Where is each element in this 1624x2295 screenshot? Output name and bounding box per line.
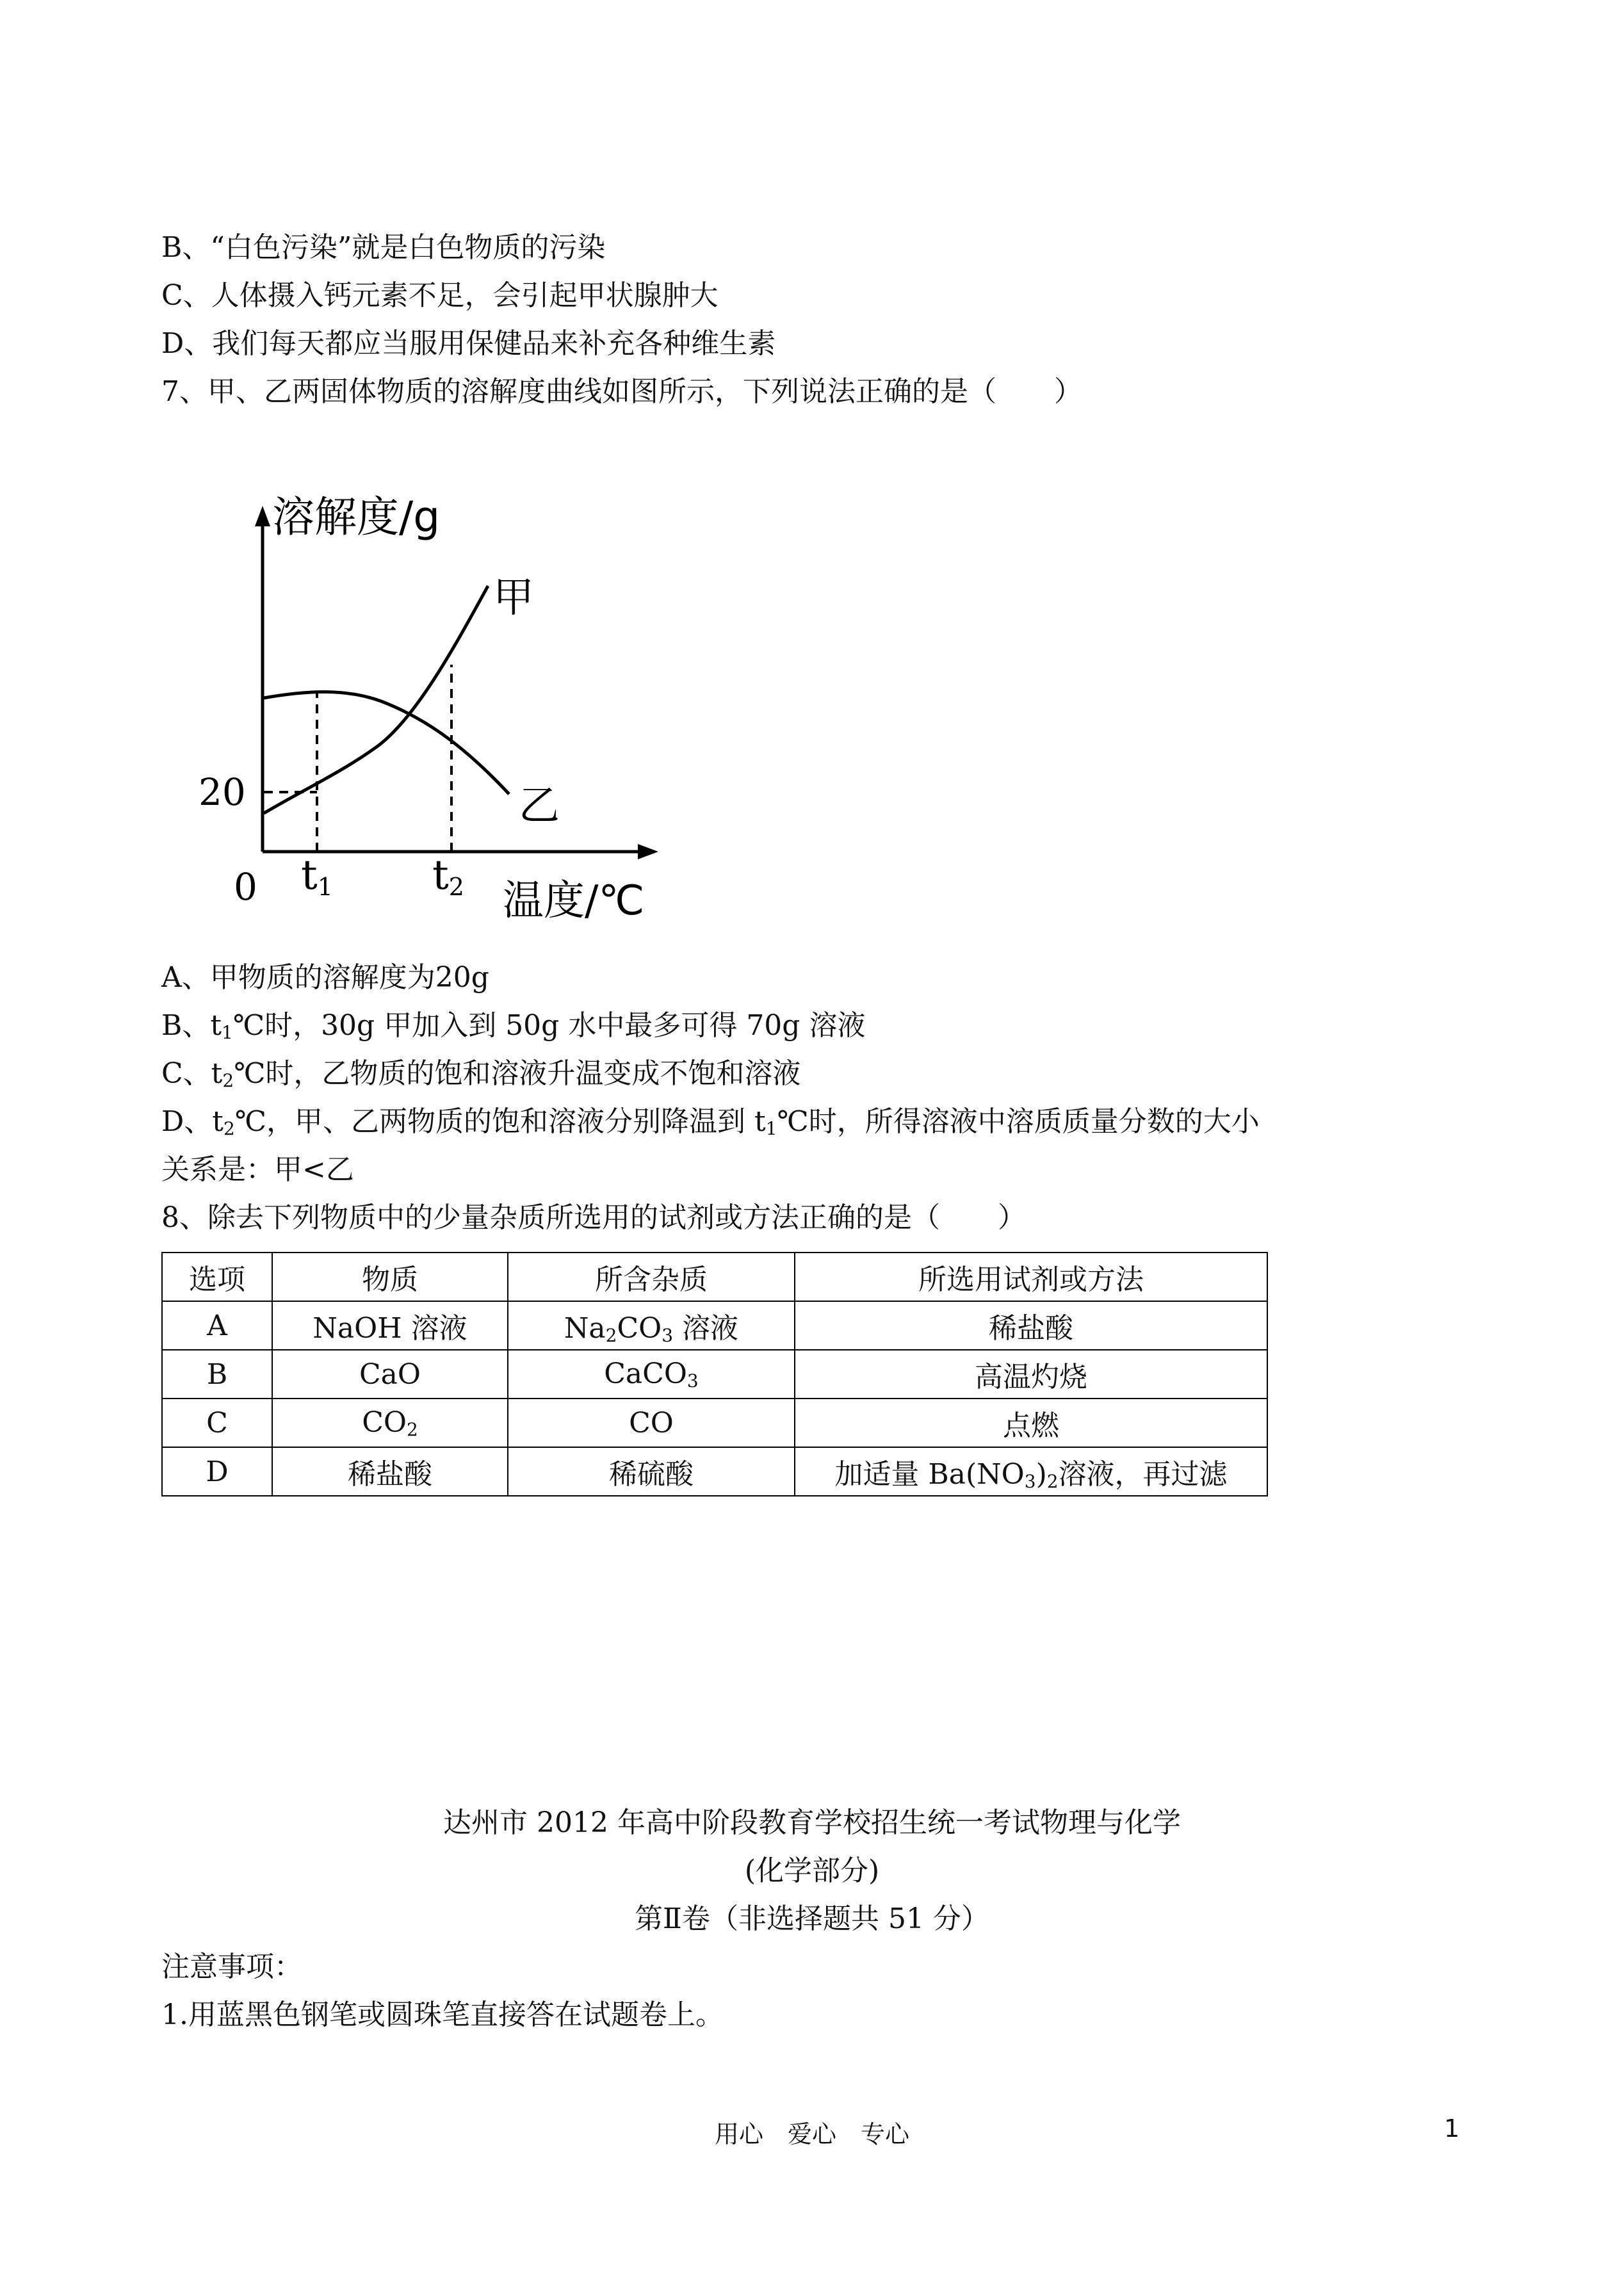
formula-part: 加适量 Ba(NO xyxy=(834,1458,1025,1491)
y-axis-arrow-icon xyxy=(255,506,270,526)
cell-option: C xyxy=(162,1399,272,1447)
y-axis-label: 溶解度/g xyxy=(272,492,441,542)
cell-impurity xyxy=(508,1350,795,1399)
t2-label xyxy=(432,852,464,901)
table-row xyxy=(162,1301,1267,1350)
cell-substance: NaOH 溶液 xyxy=(272,1301,508,1350)
table-header-row xyxy=(162,1253,1267,1301)
t2-label-base: t xyxy=(432,852,449,899)
t1-label-base: t xyxy=(301,852,318,899)
curve-jia-label: 甲 xyxy=(493,574,534,622)
q7-option-c-prefix: C、t xyxy=(161,1057,223,1090)
q7-option-d-suffix: ℃时，所得溶液中溶质质量分数的大小 xyxy=(777,1105,1260,1138)
q8-stem-tail: ） xyxy=(998,1201,1026,1234)
q8-stem-head: 8、除去下列物质中的少量杂质所选用的试剂或方法正确的是（ xyxy=(161,1201,940,1234)
t2-label-sub: 2 xyxy=(448,873,464,901)
notice-heading: 注意事项： xyxy=(161,1950,302,1983)
section-title: 达州市 2012 年高中阶段教育学校招生统一考试物理与化学 xyxy=(443,1806,1181,1839)
formula-subscript: 3 xyxy=(662,1325,674,1346)
q6-option-d: D、我们每天都应当服用保健品来补充各种维生素 xyxy=(161,327,776,360)
formula-part: 溶液 xyxy=(673,1312,739,1345)
q8-stem xyxy=(161,1201,1026,1234)
q7-stem-head: 7、甲、乙两固体物质的溶解度曲线如图所示，下列说法正确的是（ xyxy=(161,375,996,408)
volume-heading: 第Ⅱ卷（非选择题共 51 分） xyxy=(635,1902,989,1935)
q7-option-b-sub: 1 xyxy=(222,1022,233,1043)
q7-option-c xyxy=(161,1057,801,1091)
x-axis-label: 温度/℃ xyxy=(503,877,645,925)
table-row xyxy=(162,1350,1267,1399)
curve-yi xyxy=(264,692,509,794)
formula-subscript: 2 xyxy=(605,1325,617,1346)
header-option: 选项 xyxy=(162,1253,272,1301)
cell-option: A xyxy=(162,1301,272,1350)
q7-option-b-suffix: ℃时，30g 甲加入到 50g 水中最多可得 70g 溶液 xyxy=(232,1009,866,1042)
formula-part: CaCO xyxy=(604,1357,687,1390)
q6-option-b: B、“白色污染”就是白色物质的污染 xyxy=(161,231,606,264)
formula-subscript: 2 xyxy=(406,1418,418,1440)
t1-label xyxy=(301,852,333,901)
cell-method xyxy=(795,1447,1267,1496)
cell-impurity xyxy=(508,1301,795,1350)
formula-part: CO xyxy=(617,1312,662,1345)
table-row xyxy=(162,1447,1267,1496)
formula-subscript: 2 xyxy=(1046,1471,1059,1492)
cell-method: 点燃 xyxy=(795,1399,1267,1447)
cell-method: 稀盐酸 xyxy=(795,1301,1267,1350)
cell-substance: 稀盐酸 xyxy=(272,1447,508,1496)
q7-stem-tail: ） xyxy=(1054,375,1082,408)
header-impurity: 所含杂质 xyxy=(508,1253,795,1301)
cell-impurity: 稀硫酸 xyxy=(508,1447,795,1496)
header-substance: 物质 xyxy=(272,1253,508,1301)
q7-option-d-mid: ℃，甲、乙两物质的饱和溶液分别降温到 t xyxy=(234,1105,766,1138)
q8-table xyxy=(161,1252,1268,1496)
x-axis-arrow-icon xyxy=(638,844,658,859)
q7-option-b xyxy=(161,1009,866,1043)
footer-motto: 用心 爱心 专心 xyxy=(714,2120,909,2148)
q7-stem xyxy=(161,375,1082,408)
formula-subscript: 3 xyxy=(1024,1471,1036,1492)
cell-substance: CaO xyxy=(272,1350,508,1399)
cell-method: 高温灼烧 xyxy=(795,1350,1267,1399)
t1-label-sub: 1 xyxy=(317,873,333,901)
formula-part: ) xyxy=(1035,1458,1047,1491)
q7-option-d-continued: 关系是：甲<乙 xyxy=(161,1153,354,1186)
q7-option-d-sub2: 1 xyxy=(765,1118,777,1139)
formula-part: 溶液，再过滤 xyxy=(1058,1458,1228,1491)
q7-option-a: A、甲物质的溶解度为20g xyxy=(161,961,489,994)
origin-label: 0 xyxy=(234,865,257,909)
formula-part: CO xyxy=(362,1406,407,1439)
solubility-curve-graph xyxy=(186,487,711,929)
cell-impurity: CO xyxy=(508,1399,795,1447)
q7-option-d-sub: 2 xyxy=(223,1118,235,1139)
q7-option-c-suffix: ℃时，乙物质的饱和溶液升温变成不饱和溶液 xyxy=(234,1057,801,1090)
y-tick-20: 20 xyxy=(199,770,246,814)
section-subtitle: (化学部分) xyxy=(744,1854,880,1887)
page-number: 1 xyxy=(1444,2114,1460,2143)
notice-item-1: 1.用蓝黑色钢笔或圆珠笔直接答在试题卷上。 xyxy=(161,1999,724,2031)
q7-option-d xyxy=(161,1105,1260,1139)
cell-option: B xyxy=(162,1350,272,1399)
formula-subscript: 3 xyxy=(686,1370,699,1391)
q7-option-b-prefix: B、t xyxy=(161,1009,222,1042)
table-row xyxy=(162,1399,1267,1447)
q7-option-c-sub: 2 xyxy=(222,1070,234,1091)
q6-option-c: C、人体摄入钙元素不足，会引起甲状腺肿大 xyxy=(161,279,719,312)
header-method: 所选用试剂或方法 xyxy=(795,1253,1267,1301)
q7-option-d-prefix: D、t xyxy=(161,1105,223,1138)
cell-substance xyxy=(272,1399,508,1447)
formula-part: Na xyxy=(564,1312,606,1345)
curve-yi-label: 乙 xyxy=(519,783,560,830)
cell-option: D xyxy=(162,1447,272,1496)
